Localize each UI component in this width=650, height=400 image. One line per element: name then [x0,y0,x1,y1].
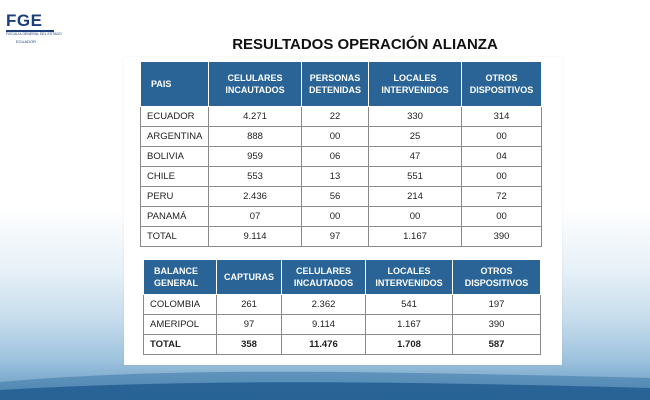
table-row [141,167,542,187]
total-value-cell: 9.114 [209,227,302,247]
table-header-row [144,260,541,295]
logo-full-name: FISCALÍA GENERAL DEL ESTADO [6,32,62,36]
total-value-cell: 11.476 [282,335,366,355]
country-cell: BOLIVIA [141,147,209,167]
country-cell: ARGENTINA [141,127,209,147]
table-row [141,147,542,167]
value-cell: 00 [462,167,542,187]
table-row [141,187,542,207]
country-cell: PERU [141,187,209,207]
header-celulares: CELULARES INCAUTADOS [282,260,366,295]
footer-wave [0,360,650,400]
table-row [141,127,542,147]
logo-country: ECUADOR [16,39,37,44]
results-by-country-table [140,61,542,247]
value-cell: 22 [302,107,369,127]
value-cell: 261 [217,295,282,315]
value-cell: 00 [462,127,542,147]
header-locales: LOCALES INTERVENIDOS [366,260,453,295]
value-cell: 56 [302,187,369,207]
value-cell: 00 [302,207,369,227]
value-cell: 2.436 [209,187,302,207]
value-cell: 214 [369,187,462,207]
value-cell: 00 [462,207,542,227]
page-title: RESULTADOS OPERACIÓN ALIANZA [232,36,498,53]
value-cell: 00 [369,207,462,227]
header-otros: OTROS DISPOSITIVOS [453,260,541,295]
value-cell: 553 [209,167,302,187]
value-cell: 13 [302,167,369,187]
value-cell: 197 [453,295,541,315]
header-celulares: CELULARES INCAUTADOS [209,62,302,107]
value-cell: 390 [453,315,541,335]
header-capturas: CAPTURAS [217,260,282,295]
fge-logo [6,11,62,52]
logo-abbr: FGE [6,11,43,30]
value-cell: 72 [462,187,542,207]
total-value-cell: 587 [453,335,541,355]
table-row [144,315,541,335]
entity-cell: AMERIPOL [144,315,217,335]
header-locales: LOCALES INTERVENIDOS [369,62,462,107]
table-row [141,107,542,127]
table-row [141,207,542,227]
table-total-row [141,227,542,247]
value-cell: 97 [217,315,282,335]
value-cell: 04 [462,147,542,167]
header-pais: PAIS [141,62,209,107]
total-value-cell: 97 [302,227,369,247]
general-balance-table [143,259,541,355]
total-label-cell: TOTAL [144,335,217,355]
country-cell: PANAMÁ [141,207,209,227]
value-cell: 2.362 [282,295,366,315]
value-cell: 330 [369,107,462,127]
total-value-cell: 1.708 [366,335,453,355]
value-cell: 9.114 [282,315,366,335]
table-header-row [141,62,542,107]
header-otros: OTROS DISPOSITIVOS [462,62,542,107]
country-cell: CHILE [141,167,209,187]
table-row [144,295,541,315]
value-cell: 1.167 [366,315,453,335]
table-total-row [144,335,541,355]
value-cell: 07 [209,207,302,227]
total-value-cell: 1.167 [369,227,462,247]
country-cell: ECUADOR [141,107,209,127]
value-cell: 888 [209,127,302,147]
value-cell: 314 [462,107,542,127]
value-cell: 06 [302,147,369,167]
total-value-cell: 390 [462,227,542,247]
value-cell: 959 [209,147,302,167]
header-personas: PERSONAS DETENIDAS [302,62,369,107]
value-cell: 47 [369,147,462,167]
value-cell: 551 [369,167,462,187]
total-label-cell: TOTAL [141,227,209,247]
total-value-cell: 358 [217,335,282,355]
value-cell: 541 [366,295,453,315]
header-balance-general: BALANCE GENERAL [144,260,217,295]
entity-cell: COLOMBIA [144,295,217,315]
value-cell: 25 [369,127,462,147]
value-cell: 4.271 [209,107,302,127]
value-cell: 00 [302,127,369,147]
